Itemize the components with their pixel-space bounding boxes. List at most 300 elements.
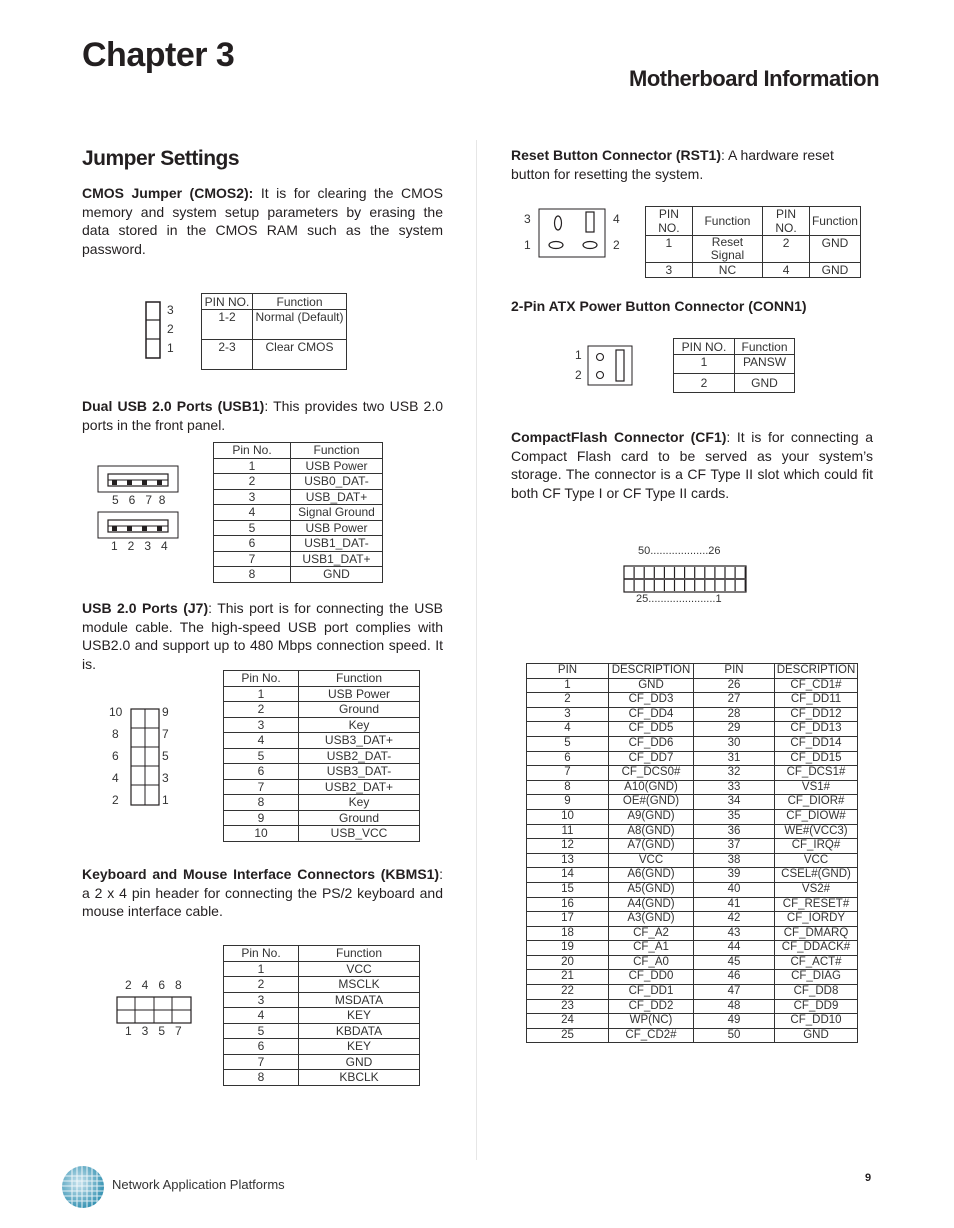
table-row <box>224 826 420 842</box>
table-cell: 1 <box>214 458 291 474</box>
table-cell: CF_DD1 <box>609 985 694 1000</box>
table-cell: USB0_DAT- <box>291 474 383 490</box>
usb1-bottom-pin-labels: 1 2 3 4 <box>111 539 168 553</box>
table-cell: Clear CMOS <box>253 340 347 370</box>
table-cell: CSEL#(GND) <box>775 868 858 883</box>
table-cell: 6 <box>214 536 291 552</box>
table-cell: 4 <box>527 722 609 737</box>
table-cell: USB Power <box>291 458 383 474</box>
table-cell: CF_DD10 <box>775 1014 858 1029</box>
table-cell: USB3_DAT- <box>299 764 420 780</box>
table-cell: 16 <box>527 897 609 912</box>
cf-top-label: 50...................26 <box>638 545 721 557</box>
cmos-pin-3: 3 <box>167 303 174 317</box>
cf-title: CompactFlash Connector (CF1) <box>511 429 727 445</box>
table-cell: MSDATA <box>299 992 420 1008</box>
table-cell: 44 <box>694 941 775 956</box>
table-cell: 7 <box>527 766 609 781</box>
table-header: PIN <box>694 664 775 679</box>
table-cell: 2 <box>527 693 609 708</box>
cf-description <box>511 428 873 502</box>
table-row <box>214 536 383 552</box>
table-cell: 8 <box>224 795 299 811</box>
page-number: 9 <box>865 1172 872 1184</box>
table-cell: 7 <box>214 551 291 567</box>
table-cell: WE#(VCC3) <box>775 824 858 839</box>
conn1-pin-label: 2 <box>575 368 582 382</box>
table-cell: CF_DD9 <box>775 999 858 1014</box>
kbms-description <box>82 865 443 921</box>
table-cell: 38 <box>694 853 775 868</box>
table-row <box>527 912 858 927</box>
table-cell: 17 <box>527 912 609 927</box>
section-title: Motherboard Information <box>629 66 880 91</box>
table-cell: 4 <box>214 505 291 521</box>
table-cell: 6 <box>527 751 609 766</box>
table-cell: 31 <box>694 751 775 766</box>
cmos-pin-table <box>201 293 347 370</box>
table-row <box>527 955 858 970</box>
table-cell: 7 <box>224 1054 299 1070</box>
table-header: Function <box>299 671 420 687</box>
conn1-connector-diagram <box>586 344 636 388</box>
table-cell: 8 <box>224 1070 299 1086</box>
table-cell: 9 <box>224 810 299 826</box>
table-row <box>224 779 420 795</box>
table-cell: 3 <box>224 992 299 1008</box>
table-row <box>527 853 858 868</box>
rst-title: Reset Button Connector (RST1) <box>511 147 721 163</box>
j7-pin-label: 9 <box>162 705 169 719</box>
table-cell: OE#(GND) <box>609 795 694 810</box>
table-cell: KEY <box>299 1039 420 1055</box>
table-cell: 47 <box>694 985 775 1000</box>
table-row <box>224 810 420 826</box>
table-cell: USB1_DAT+ <box>291 551 383 567</box>
jumper-settings-heading: Jumper Settings <box>82 147 240 170</box>
j7-pin-label: 1 <box>162 793 169 807</box>
table-cell: CF_DD14 <box>775 736 858 751</box>
table-cell: A8(GND) <box>609 824 694 839</box>
table-cell: 22 <box>527 985 609 1000</box>
rst-pin-label: 3 <box>524 212 531 226</box>
rst-pin-label: 1 <box>524 238 531 252</box>
table-cell: 10 <box>224 826 299 842</box>
table-row <box>224 1070 420 1086</box>
conn1-pin-table <box>673 338 795 393</box>
table-cell: 29 <box>694 722 775 737</box>
kbms-pin-table <box>223 945 420 1086</box>
table-cell: USB_DAT+ <box>291 489 383 505</box>
table-cell: Normal (Default) <box>253 310 347 340</box>
table-cell: CF_RESET# <box>775 897 858 912</box>
table-row <box>214 458 383 474</box>
table-cell: CF_DCS0# <box>609 766 694 781</box>
table-row <box>214 567 383 583</box>
cf-bottom-label: 25......................1 <box>636 593 722 605</box>
table-cell: 23 <box>527 999 609 1014</box>
table-cell: CF_DMARQ <box>775 926 858 941</box>
table-cell: USB2_DAT- <box>299 748 420 764</box>
table-cell: A5(GND) <box>609 882 694 897</box>
table-cell: CF_DD8 <box>775 985 858 1000</box>
cmos-text: It is for clearing the CMOS memory and system setup parameters by erasing the data stored in the CMOS RAM such as the system password. <box>82 185 444 257</box>
table-cell: CF_DD11 <box>775 693 858 708</box>
cf-connector-diagram <box>622 564 750 594</box>
table-cell: 36 <box>694 824 775 839</box>
usb1-description <box>82 397 443 434</box>
table-cell: 12 <box>527 839 609 854</box>
j7-pin-label: 4 <box>112 771 119 785</box>
footer-text: Network Application Platforms <box>112 1177 285 1192</box>
rst-pin-label: 2 <box>613 238 620 252</box>
table-cell: GND <box>809 263 860 278</box>
kbms-top-pin-labels: 2 4 6 8 <box>125 978 182 992</box>
table-cell: Signal Ground <box>291 505 383 521</box>
table-row <box>224 702 420 718</box>
table-cell: 3 <box>527 707 609 722</box>
table-cell: 40 <box>694 882 775 897</box>
table-header: PIN NO. <box>763 207 810 236</box>
table-cell: 48 <box>694 999 775 1014</box>
table-cell: 26 <box>694 678 775 693</box>
table-cell: CF_CD1# <box>775 678 858 693</box>
table-row <box>224 686 420 702</box>
table-header: Function <box>692 207 762 236</box>
table-row <box>224 795 420 811</box>
table-cell: 6 <box>224 1039 299 1055</box>
table-cell: Key <box>299 717 420 733</box>
table-row <box>527 897 858 912</box>
table-cell: 11 <box>527 824 609 839</box>
table-cell: CF_DD2 <box>609 999 694 1014</box>
table-cell: 4 <box>224 733 299 749</box>
table-header: Pin No. <box>224 946 299 962</box>
kbms-header-diagram <box>115 995 195 1027</box>
table-cell: 43 <box>694 926 775 941</box>
table-header: Function <box>253 294 347 310</box>
table-row <box>214 520 383 536</box>
table-row <box>527 707 858 722</box>
table-cell: VS1# <box>775 780 858 795</box>
table-cell: 5 <box>224 748 299 764</box>
table-cell: 3 <box>224 717 299 733</box>
table-cell: CF_DD5 <box>609 722 694 737</box>
table-cell: 33 <box>694 780 775 795</box>
table-row <box>527 985 858 1000</box>
table-cell: 49 <box>694 1014 775 1029</box>
table-cell: 13 <box>527 853 609 868</box>
conn1-pin-label: 1 <box>575 348 582 362</box>
table-row <box>527 809 858 824</box>
table-cell: 15 <box>527 882 609 897</box>
table-cell: CF_DCS1# <box>775 766 858 781</box>
j7-pin-table <box>223 670 420 842</box>
table-cell: Reset Signal <box>692 236 762 263</box>
chapter-title: Chapter 3 <box>82 36 235 74</box>
table-cell: USB Power <box>299 686 420 702</box>
j7-pin-label: 6 <box>112 749 119 763</box>
table-cell: 42 <box>694 912 775 927</box>
rst-text: : A hardware reset button for resetting the system. <box>511 147 834 182</box>
table-cell: NC <box>692 263 762 278</box>
table-row <box>527 839 858 854</box>
table-cell: CF_DDACK# <box>775 941 858 956</box>
table-row <box>527 678 858 693</box>
table-cell: 35 <box>694 809 775 824</box>
j7-title: USB 2.0 Ports (J7) <box>82 600 209 616</box>
table-cell: CF_DD15 <box>775 751 858 766</box>
table-cell: USB_VCC <box>299 826 420 842</box>
table-cell: 45 <box>694 955 775 970</box>
table-cell: 37 <box>694 839 775 854</box>
table-header: Pin No. <box>224 671 299 687</box>
table-row <box>224 764 420 780</box>
table-cell: 24 <box>527 1014 609 1029</box>
table-cell: 1 <box>646 236 693 263</box>
table-cell: GND <box>609 678 694 693</box>
cmos-title: CMOS Jumper (CMOS2): <box>82 185 254 201</box>
table-cell: GND <box>809 236 860 263</box>
table-row <box>224 748 420 764</box>
table-cell: CF_CD2# <box>609 1028 694 1043</box>
table-cell: Key <box>299 795 420 811</box>
table-row <box>224 1023 420 1039</box>
table-header: Function <box>291 443 383 459</box>
table-row <box>527 999 858 1014</box>
table-cell: KBDATA <box>299 1023 420 1039</box>
j7-description <box>82 599 443 673</box>
table-cell: VS2# <box>775 882 858 897</box>
cf-text: : It is for connecting a Compact Flash card to be served as your system’s storage. The connector is a CF Type II slot which could fit both CF Type I or CF Type II cards. <box>511 429 873 501</box>
table-header: Function <box>735 339 795 355</box>
table-cell: 30 <box>694 736 775 751</box>
table-cell: 2 <box>224 702 299 718</box>
rst-connector-diagram <box>536 206 608 260</box>
table-cell: CF_A1 <box>609 941 694 956</box>
table-cell: 46 <box>694 970 775 985</box>
cmos-pin-2: 2 <box>167 322 174 336</box>
table-cell: 1 <box>674 355 735 374</box>
table-row <box>527 766 858 781</box>
usb1-text: : This provides two USB 2.0 ports in the front panel. <box>82 398 444 433</box>
table-cell: 1 <box>527 678 609 693</box>
table-cell: A7(GND) <box>609 839 694 854</box>
table-cell: GND <box>775 1028 858 1043</box>
table-cell: CF_A0 <box>609 955 694 970</box>
table-cell: CF_IRQ# <box>775 839 858 854</box>
table-cell: 5 <box>214 520 291 536</box>
table-cell: 4 <box>763 263 810 278</box>
table-header: Pin No. <box>214 443 291 459</box>
table-header: PIN NO. <box>202 294 253 310</box>
table-cell: 18 <box>527 926 609 941</box>
table-cell: USB Power <box>291 520 383 536</box>
table-cell: 25 <box>527 1028 609 1043</box>
cf-pin-table <box>526 663 858 1043</box>
table-cell: 19 <box>527 941 609 956</box>
table-cell: 14 <box>527 868 609 883</box>
table-cell: A9(GND) <box>609 809 694 824</box>
table-cell: CF_A2 <box>609 926 694 941</box>
kbms-title: Keyboard and Mouse Interface Connectors (KBMS1) <box>82 866 440 882</box>
table-row <box>527 868 858 883</box>
table-cell: 9 <box>527 795 609 810</box>
table-header: DESCRIPTION <box>609 664 694 679</box>
table-cell: VCC <box>609 853 694 868</box>
table-cell: CF_DD12 <box>775 707 858 722</box>
table-cell: 7 <box>224 779 299 795</box>
table-row <box>214 474 383 490</box>
cmos-pin-1: 1 <box>167 341 174 355</box>
table-cell: VCC <box>299 961 420 977</box>
table-cell: CF_DD6 <box>609 736 694 751</box>
usb1-pin-table <box>213 442 383 583</box>
table-header: DESCRIPTION <box>775 664 858 679</box>
table-cell: 20 <box>527 955 609 970</box>
table-cell: Ground <box>299 810 420 826</box>
table-cell: 2-3 <box>202 340 253 370</box>
table-cell: 4 <box>224 1008 299 1024</box>
j7-pin-label: 10 <box>109 705 123 719</box>
table-cell: 32 <box>694 766 775 781</box>
table-cell: 1 <box>224 686 299 702</box>
table-row <box>224 717 420 733</box>
table-row <box>527 1014 858 1029</box>
table-row <box>527 736 858 751</box>
rst-description <box>511 146 873 183</box>
j7-pin-label: 3 <box>162 771 169 785</box>
table-cell: 39 <box>694 868 775 883</box>
table-cell: Ground <box>299 702 420 718</box>
j7-pin-label: 2 <box>112 793 119 807</box>
table-row <box>527 926 858 941</box>
table-cell: 50 <box>694 1028 775 1043</box>
company-logo-icon <box>60 1164 106 1210</box>
table-cell: CF_DD13 <box>775 722 858 737</box>
table-cell: GND <box>299 1054 420 1070</box>
table-cell: 2 <box>674 374 735 393</box>
table-row <box>224 977 420 993</box>
table-cell: CF_DIOW# <box>775 809 858 824</box>
table-cell: 34 <box>694 795 775 810</box>
table-cell: 2 <box>224 977 299 993</box>
table-cell: USB2_DAT+ <box>299 779 420 795</box>
table-cell: CF_DD7 <box>609 751 694 766</box>
table-cell: A10(GND) <box>609 780 694 795</box>
table-cell: 3 <box>214 489 291 505</box>
j7-text: : This port is for connecting the USB module cable. The high-speed USB port complies with USB2.0 and support up to 480 Mbps connection speed. It is. <box>82 600 443 672</box>
table-row <box>527 882 858 897</box>
table-row <box>527 780 858 795</box>
table-cell: 8 <box>527 780 609 795</box>
table-row <box>224 1039 420 1055</box>
table-cell: 3 <box>646 263 693 278</box>
table-cell: WP(NC) <box>609 1014 694 1029</box>
table-cell: A3(GND) <box>609 912 694 927</box>
table-row <box>224 992 420 1008</box>
table-header: Function <box>809 207 860 236</box>
table-header: Function <box>299 946 420 962</box>
table-cell: PANSW <box>735 355 795 374</box>
table-cell: MSCLK <box>299 977 420 993</box>
table-row <box>214 489 383 505</box>
table-cell: 2 <box>763 236 810 263</box>
table-cell: 5 <box>224 1023 299 1039</box>
table-cell: 1 <box>224 961 299 977</box>
table-cell: CF_DD4 <box>609 707 694 722</box>
conn1-title-block <box>511 297 873 316</box>
table-cell: GND <box>735 374 795 393</box>
table-cell: CF_IORDY <box>775 912 858 927</box>
j7-pin-label: 5 <box>162 749 169 763</box>
table-cell: KEY <box>299 1008 420 1024</box>
column-divider <box>476 140 477 1160</box>
table-row <box>224 1008 420 1024</box>
table-cell: CF_DD3 <box>609 693 694 708</box>
table-cell: 41 <box>694 897 775 912</box>
table-row <box>527 1028 858 1043</box>
j7-header-diagram <box>128 706 162 808</box>
table-row <box>527 722 858 737</box>
usb1-title: Dual USB 2.0 Ports (USB1) <box>82 398 265 414</box>
table-row <box>224 1054 420 1070</box>
j7-pin-label: 8 <box>112 727 119 741</box>
table-cell: 10 <box>527 809 609 824</box>
table-cell: CF_DIOR# <box>775 795 858 810</box>
table-row <box>214 505 383 521</box>
table-header: PIN NO. <box>646 207 693 236</box>
table-cell: 21 <box>527 970 609 985</box>
cmos-description <box>82 184 443 258</box>
table-row <box>527 941 858 956</box>
table-cell: CF_DIAG <box>775 970 858 985</box>
table-row <box>527 970 858 985</box>
table-cell: A6(GND) <box>609 868 694 883</box>
table-row <box>527 824 858 839</box>
table-cell: 27 <box>694 693 775 708</box>
table-row <box>527 795 858 810</box>
kbms-bottom-pin-labels: 1 3 5 7 <box>125 1024 182 1038</box>
table-row <box>527 751 858 766</box>
table-header: PIN <box>527 664 609 679</box>
table-row <box>527 693 858 708</box>
j7-pin-label: 7 <box>162 727 169 741</box>
table-cell: A4(GND) <box>609 897 694 912</box>
table-cell: GND <box>291 567 383 583</box>
table-cell: CF_ACT# <box>775 955 858 970</box>
table-cell: 1-2 <box>202 310 253 340</box>
cmos-jumper-diagram <box>140 298 190 364</box>
usb1-top-pin-labels: 5 6 7 8 <box>112 493 166 507</box>
kbms-text: : a 2 x 4 pin header for connecting the PS/2 keyboard and mouse interface cable. <box>82 866 443 919</box>
table-cell: 8 <box>214 567 291 583</box>
table-row <box>224 961 420 977</box>
conn1-title: 2-Pin ATX Power Button Connector (CONN1) <box>511 298 807 314</box>
table-header: PIN NO. <box>674 339 735 355</box>
table-row <box>214 551 383 567</box>
rst-pin-table <box>645 206 861 278</box>
table-row <box>224 733 420 749</box>
table-cell: USB3_DAT+ <box>299 733 420 749</box>
table-cell: 6 <box>224 764 299 780</box>
table-cell: CF_DD0 <box>609 970 694 985</box>
table-cell: VCC <box>775 853 858 868</box>
table-cell: KBCLK <box>299 1070 420 1086</box>
rst-pin-label: 4 <box>613 212 620 226</box>
table-cell: 2 <box>214 474 291 490</box>
table-cell: 28 <box>694 707 775 722</box>
